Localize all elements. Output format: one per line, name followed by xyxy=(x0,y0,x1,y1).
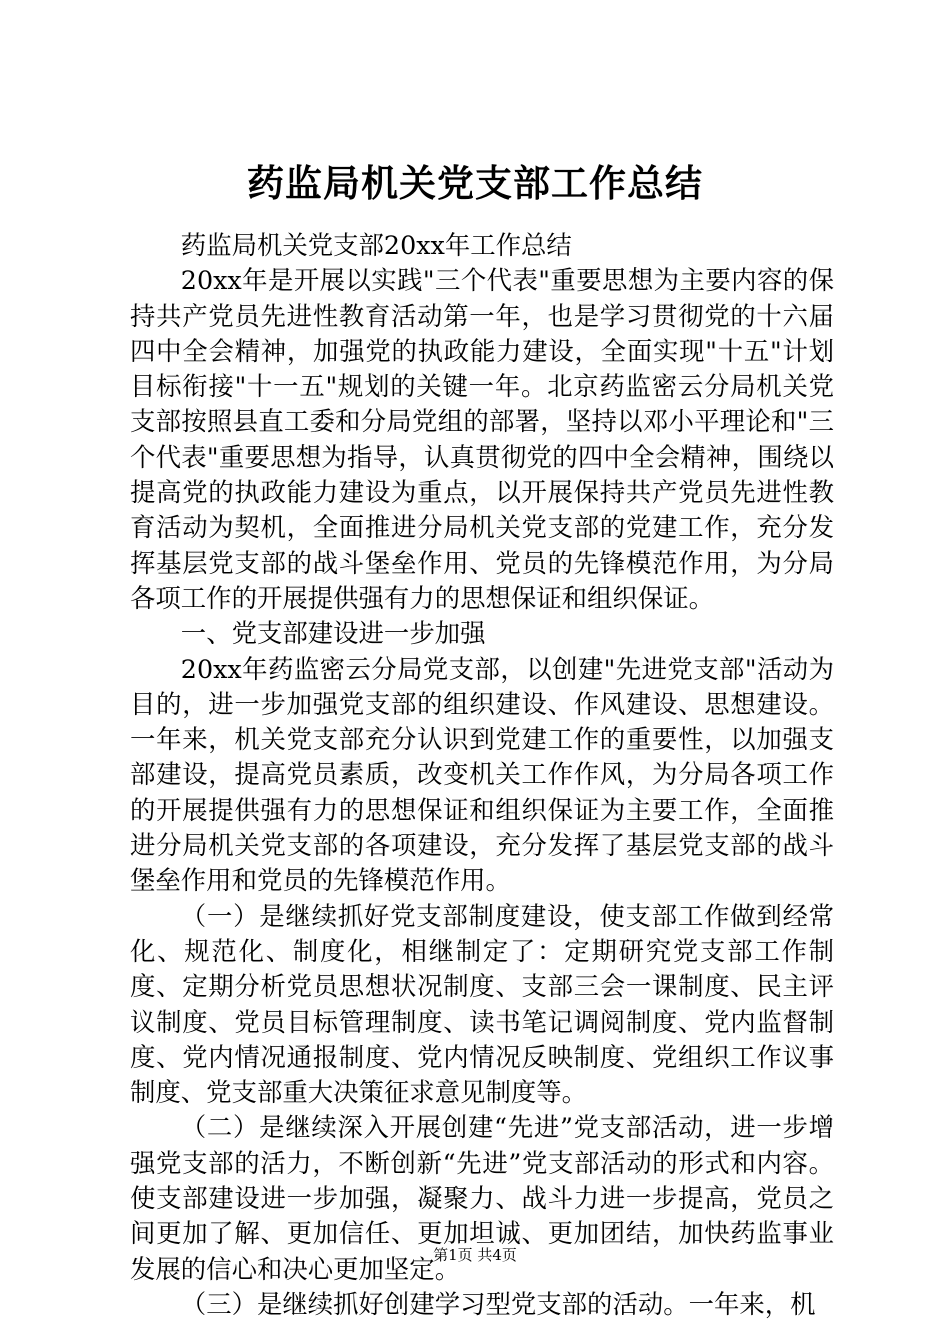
section-heading-1: 一、党支部建设进一步加强 xyxy=(180,618,486,649)
page-number-footer: 第1页 共4页 xyxy=(433,1246,517,1264)
paragraph-section-1: 20xx年药监密云分局党支部，以创建"先进党支部"活动为目的，进一步加强党支部的组织建设、作风建设、思想建设。一年来，机关党支部充分认识到党建工作的重要性，以加强支部建设，提高党员素质，改变机关工作作风，为分局各项工作的开展提供强有力的思想保证和组织保证为主要工作，全面推进分局机关党支部的各项建设，充分发挥了基层党支部的战斗堡垒作用和党员的先锋模范作用。 xyxy=(130,653,834,896)
paragraph-intro: 20xx年是开展以实践"三个代表"重要思想为主要内容的保持共产党员先进性教育活动第一年，也是学习贯彻党的十六届四中全会精神，加强党的执政能力建设，全面实现"十五"计划目标衔接"十一五"规划的关键一年。北京药监密云分局机关党支部按照县直工委和分局党组的部署，坚持以邓小平理论和"三个代表"重要思想为指导，认真贯彻党的四中全会精神，围绕以提高党的执政能力建设为重点，以开展保持共产党员先进性教育活动为契机，全面推进分局机关党支部的党建工作，充分发挥基层党支部的战斗堡垒作用、党员的先锋模范作用，为分局各项工作的开展提供强有力的思想保证和组织保证。 xyxy=(130,265,834,613)
paragraph-item-2: （二）是继续深入开展创建“先进”党支部活动，进一步增强党支部的活力，不断创新“先进”党支部活动的形式和内容。使支部建设进一步加强，凝聚力、战斗力进一步提高，党员之间更加了解、更加信任、更加坦诚、更加团结，加快药监事业发展的信心和决心更加坚定。 xyxy=(130,1112,834,1284)
paragraph-subtitle: 药监局机关党支部20xx年工作总结 xyxy=(180,230,572,260)
paragraph-item-3: （三）是继续抓好创建学习型党支部的活动。一年来，机 xyxy=(180,1288,816,1319)
document-body xyxy=(130,228,834,1322)
document-title: 药监局机关党支部工作总结 xyxy=(247,161,703,205)
paragraph-item-1: （一）是继续抓好党支部制度建设，使支部工作做到经常化、规范化、制度化，相继制定了：定期研究党支部工作制度、定期分析党员思想状况制度、支部三会一课制度、民主评议制度、党员目标管理制度、读书笔记调阅制度、党内监督制度、党内情况通报制度、党内情况反映制度、党组织工作议事制度、党支部重大决策征求意见制度等。 xyxy=(130,900,834,1108)
